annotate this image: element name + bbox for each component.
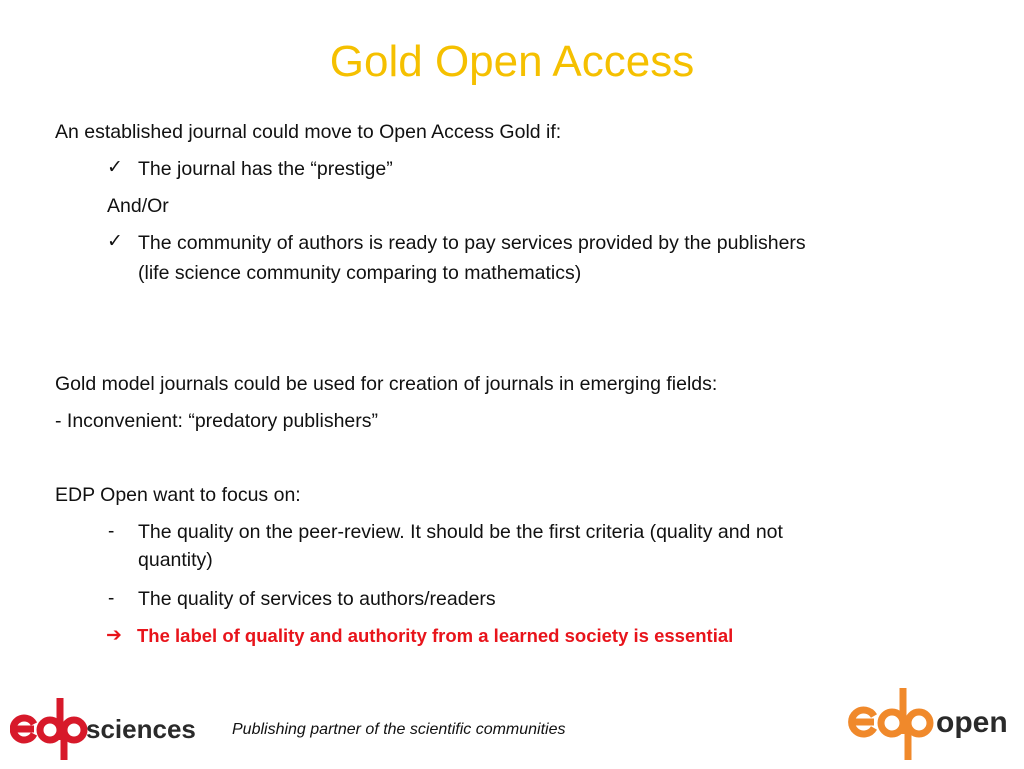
slide-title: Gold Open Access: [329, 37, 695, 86]
conclusion-text: The label of quality and authority from a learned society is essential: [137, 625, 734, 646]
and-or-text: And/Or: [107, 195, 169, 217]
gold-model-text: Gold model journals could be used for creation of journals in emerging fields:: [55, 373, 718, 395]
bullet-community-line1: The community of authors is ready to pay services provided by the publishers: [138, 232, 806, 254]
logo-word-open: open: [936, 706, 1008, 739]
bullet-prestige: The journal has the “prestige”: [138, 158, 393, 180]
edp-focus-intro: EDP Open want to focus on:: [55, 484, 301, 506]
edp-open-mark-icon: [848, 684, 936, 764]
focus-item-services: The quality of services to authors/readers: [138, 588, 496, 610]
edp-logo-mark-icon: [10, 694, 90, 764]
focus-item-peer-review-line2: quantity): [138, 549, 213, 571]
edp-open-logo: [848, 684, 1018, 764]
focus-item-peer-review-line1: The quality on the peer-review. It should be the first criteria (quality and not: [138, 521, 783, 543]
checkmark-icon: ✓: [107, 231, 123, 252]
footer-tagline: Publishing partner of the scientific communities: [232, 721, 566, 738]
inconvenient-text: - Inconvenient: “predatory publishers”: [55, 410, 378, 432]
checkmark-icon: ✓: [107, 157, 123, 178]
bullet-community-line2: (life science community comparing to mathematics): [138, 262, 582, 284]
dash-bullet: -: [108, 521, 115, 542]
intro-text: An established journal could move to Open Access Gold if:: [55, 121, 562, 143]
arrow-right-icon: ➔: [106, 625, 122, 646]
logo-word-sciences: sciences: [86, 714, 196, 744]
edp-sciences-logo: [10, 694, 196, 764]
dash-bullet: -: [108, 588, 115, 609]
